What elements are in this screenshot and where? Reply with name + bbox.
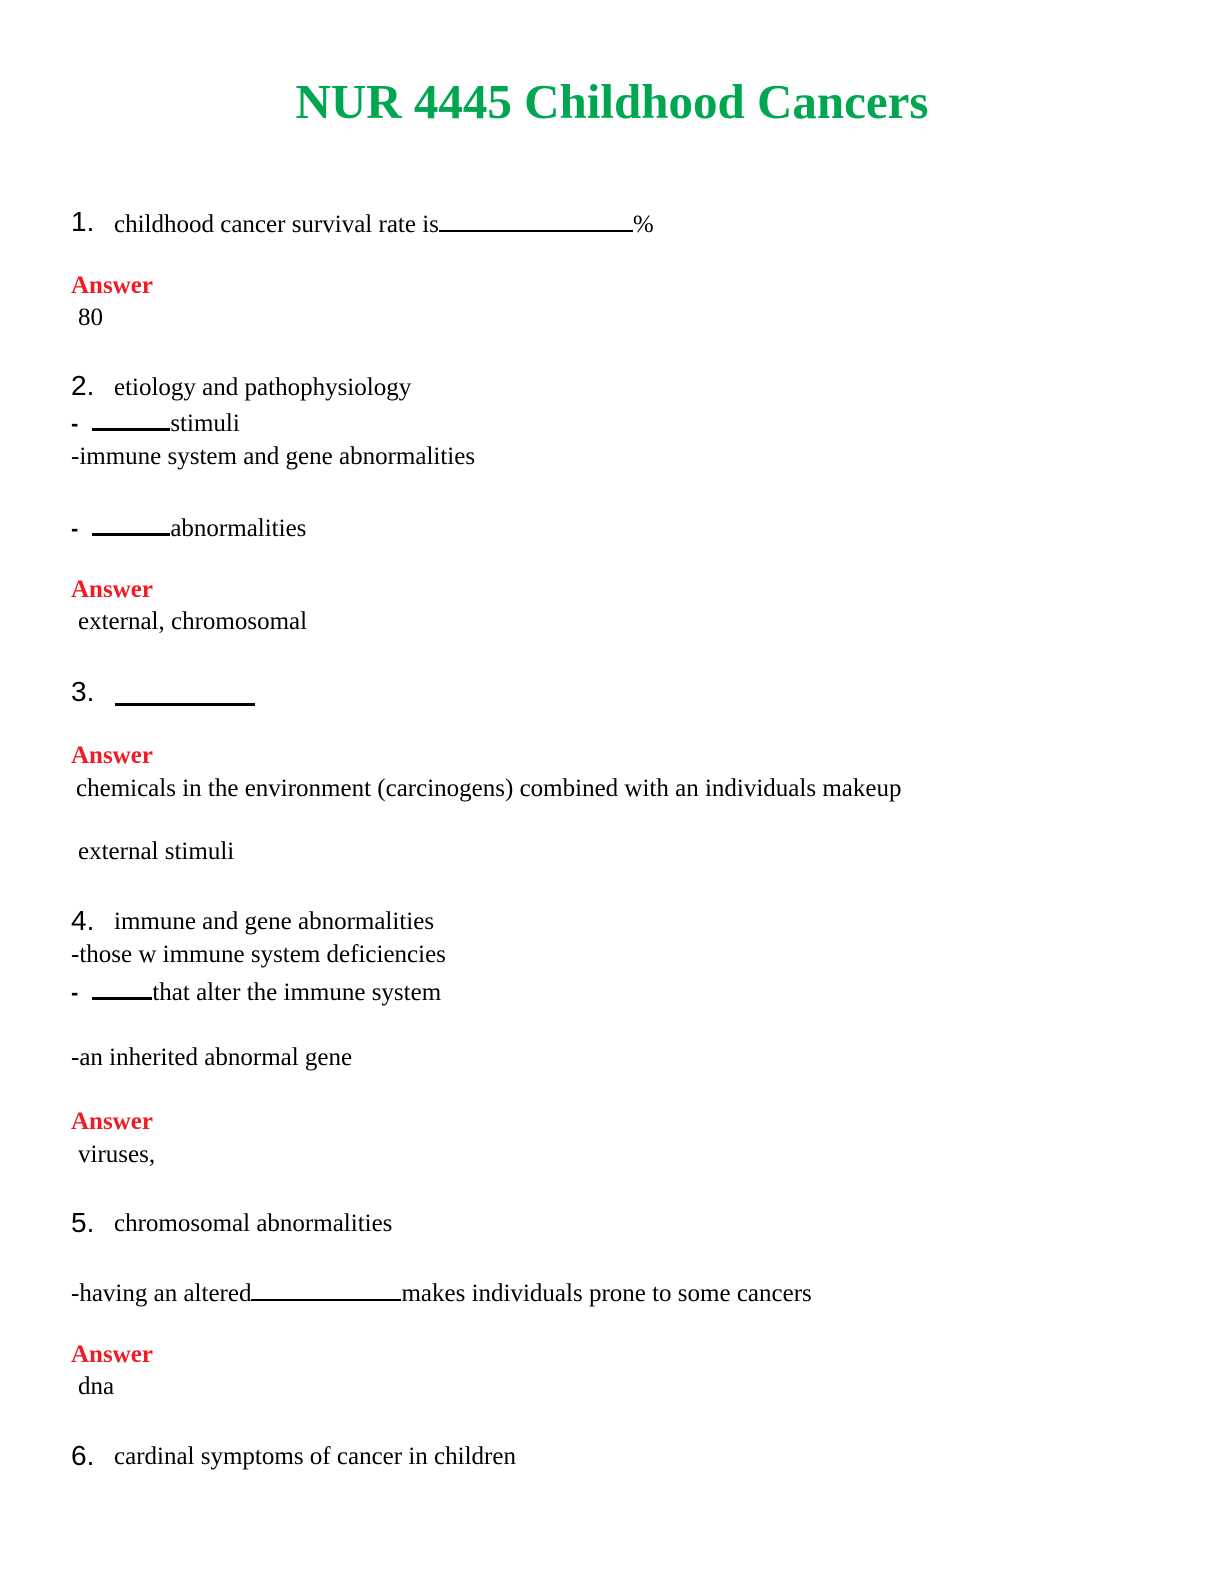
question-number: 2. bbox=[71, 370, 95, 401]
answer-label: Answer bbox=[71, 742, 153, 769]
answer-label: Answer bbox=[71, 272, 153, 299]
answer-label: Answer bbox=[71, 1341, 153, 1368]
dash-marker: - bbox=[71, 411, 79, 436]
question-line bbox=[71, 406, 240, 440]
answer-text: dna bbox=[78, 1373, 115, 1400]
fill-blank bbox=[92, 975, 152, 1000]
answer-text: external, chromosomal bbox=[78, 608, 308, 635]
answer-text: 80 bbox=[78, 304, 103, 331]
question-text: chromosomal abnormalities bbox=[114, 1210, 393, 1237]
question-number: 4. bbox=[71, 905, 95, 936]
fill-blank bbox=[439, 208, 633, 232]
question-text: immune and gene abnormalities bbox=[114, 908, 435, 935]
answer-label: Answer bbox=[71, 1108, 153, 1135]
page-title: NUR 4445 Childhood Cancers bbox=[295, 74, 929, 129]
dash-marker: - bbox=[71, 980, 79, 1005]
question-number: 6. bbox=[71, 1440, 95, 1471]
question-line bbox=[71, 1277, 812, 1310]
question-text-part: -having an altered bbox=[71, 1280, 252, 1307]
question-number: 1. bbox=[71, 206, 95, 237]
question-text-part: that alter the immune system bbox=[152, 979, 442, 1006]
question-number: 3. bbox=[71, 676, 95, 707]
answer-label: Answer bbox=[71, 576, 153, 603]
answer-text: chemicals in the environment (carcinogens) combined with an individuals makeup bbox=[76, 775, 902, 802]
answer-text: viruses, bbox=[78, 1141, 156, 1168]
question-text: cardinal symptoms of cancer in children bbox=[114, 1443, 516, 1470]
answer-text: external stimuli bbox=[78, 838, 235, 865]
question-number: 5. bbox=[71, 1207, 95, 1238]
question-text-part: childhood cancer survival rate is bbox=[114, 211, 439, 238]
fill-blank bbox=[251, 1277, 401, 1301]
question-line: -immune system and gene abnormalities bbox=[71, 443, 476, 470]
question-line: -an inherited abnormal gene bbox=[71, 1044, 353, 1071]
fill-blank bbox=[115, 703, 255, 706]
fill-blank bbox=[92, 406, 170, 431]
question-text-part: abnormalities bbox=[170, 515, 307, 542]
question-line: -those w immune system deficiencies bbox=[71, 941, 446, 968]
question-text-part: makes individuals prone to some cancers bbox=[401, 1280, 812, 1307]
question-text bbox=[114, 208, 654, 241]
question-text: etiology and pathophysiology bbox=[114, 374, 412, 401]
dash-marker: - bbox=[71, 516, 79, 541]
question-line bbox=[71, 511, 306, 545]
question-text-part: % bbox=[632, 211, 654, 238]
question-line bbox=[71, 975, 441, 1009]
question-text-part: stimuli bbox=[170, 410, 240, 437]
fill-blank bbox=[92, 511, 170, 536]
